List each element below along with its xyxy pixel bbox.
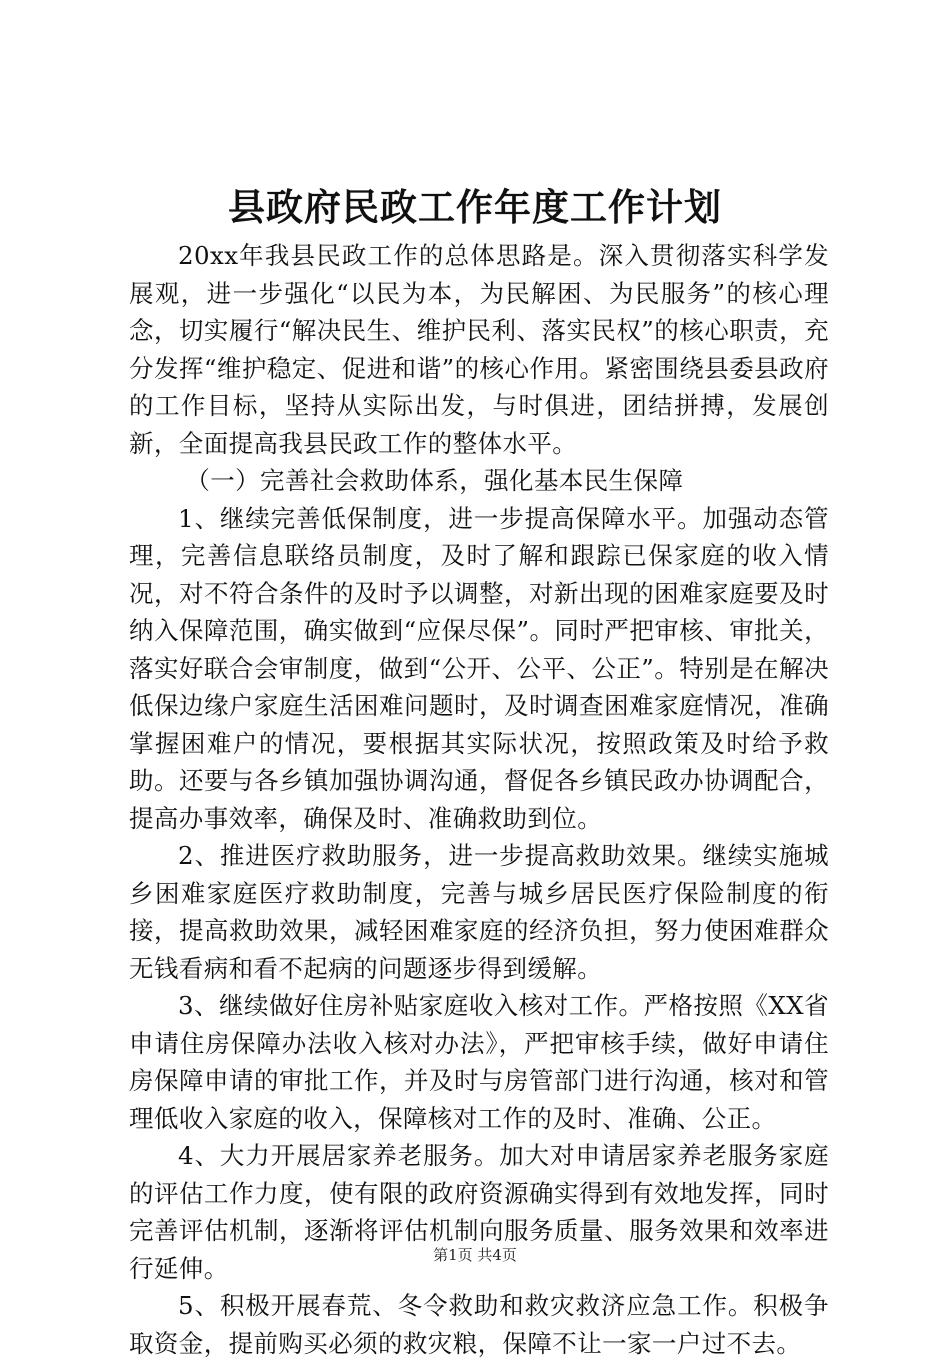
section-heading: （一）完善社会救助体系，强化基本民生保障: [185, 466, 684, 495]
item-paragraph-4: 4、大力开展居家养老服务。加大对申请居家养老服务家庭的评估工作力度，使有限的政府资源确实得到有效地发挥，同时完善评估机制，逐渐将评估机制向服务质量、服务效果和效率进行延伸。: [129, 1141, 829, 1283]
item-paragraph-5: 5、积极开展春荒、冬令救助和救灾救济应急工作。积极争取资金，提前购买必须的救灾粮，保障不让一家一户过不去。: [129, 1291, 829, 1358]
item-paragraph-3: 3、继续做好住房补贴家庭收入核对工作。严格按照《XX省申请住房保障办法收入核对办法》，严把审核手续，做好申请住房保障申请的审批工作，并及时与房管部门进行沟通，核对和管理低收入家庭的收入，保障核对工作的及时、准确、公正。: [129, 991, 829, 1133]
item-paragraph-2: 2、推进医疗救助服务，进一步提高救助效果。继续实施城乡困难家庭医疗救助制度，完善与城乡居民医疗保险制度的衔接，提高救助效果，减轻困难家庭的经济负担，努力使困难群众无钱看病和看不起病的问题逐步得到缓解。: [129, 841, 829, 983]
intro-paragraph: 20xx年我县民政工作的总体思路是。深入贯彻落实科学发展观，进一步强化“以民为本，为民解困、为民服务”的核心理念，切实履行“解决民生、维护民利、落实民权”的核心职责，充分发挥“维护稳定、促进和谐”的核心作用。紧密围绕县委县政府的工作目标，坚持从实际出发，与时俱进，团结拼搏，发展创新，全面提高我县民政工作的整体水平。: [129, 241, 829, 458]
item-paragraph-1: 1、继续完善低保制度，进一步提高保障水平。加强动态管理，完善信息联络员制度，及时了解和跟踪已保家庭的收入情况，对不符合条件的及时予以调整，对新出现的困难家庭要及时纳入保障范围，确实做到“应保尽保”。同时严把审核、审批关，落实好联合会审制度，做到“公开、公平、公正”。特别是在解决低保边缘户家庭生活困难问题时，及时调查困难家庭情况，准确掌握困难户的情况，要根据其实际状况，按照政策及时给予救助。还要与各乡镇加强协调沟通，督促各乡镇民政办协调配合，提高办事效率，确保及时、准确救助到位。: [129, 503, 829, 833]
document-title: 县政府民政工作年度工作计划: [228, 185, 722, 229]
page-footer: 第1页 共4页: [433, 1246, 517, 1264]
document-body: [129, 237, 829, 1362]
